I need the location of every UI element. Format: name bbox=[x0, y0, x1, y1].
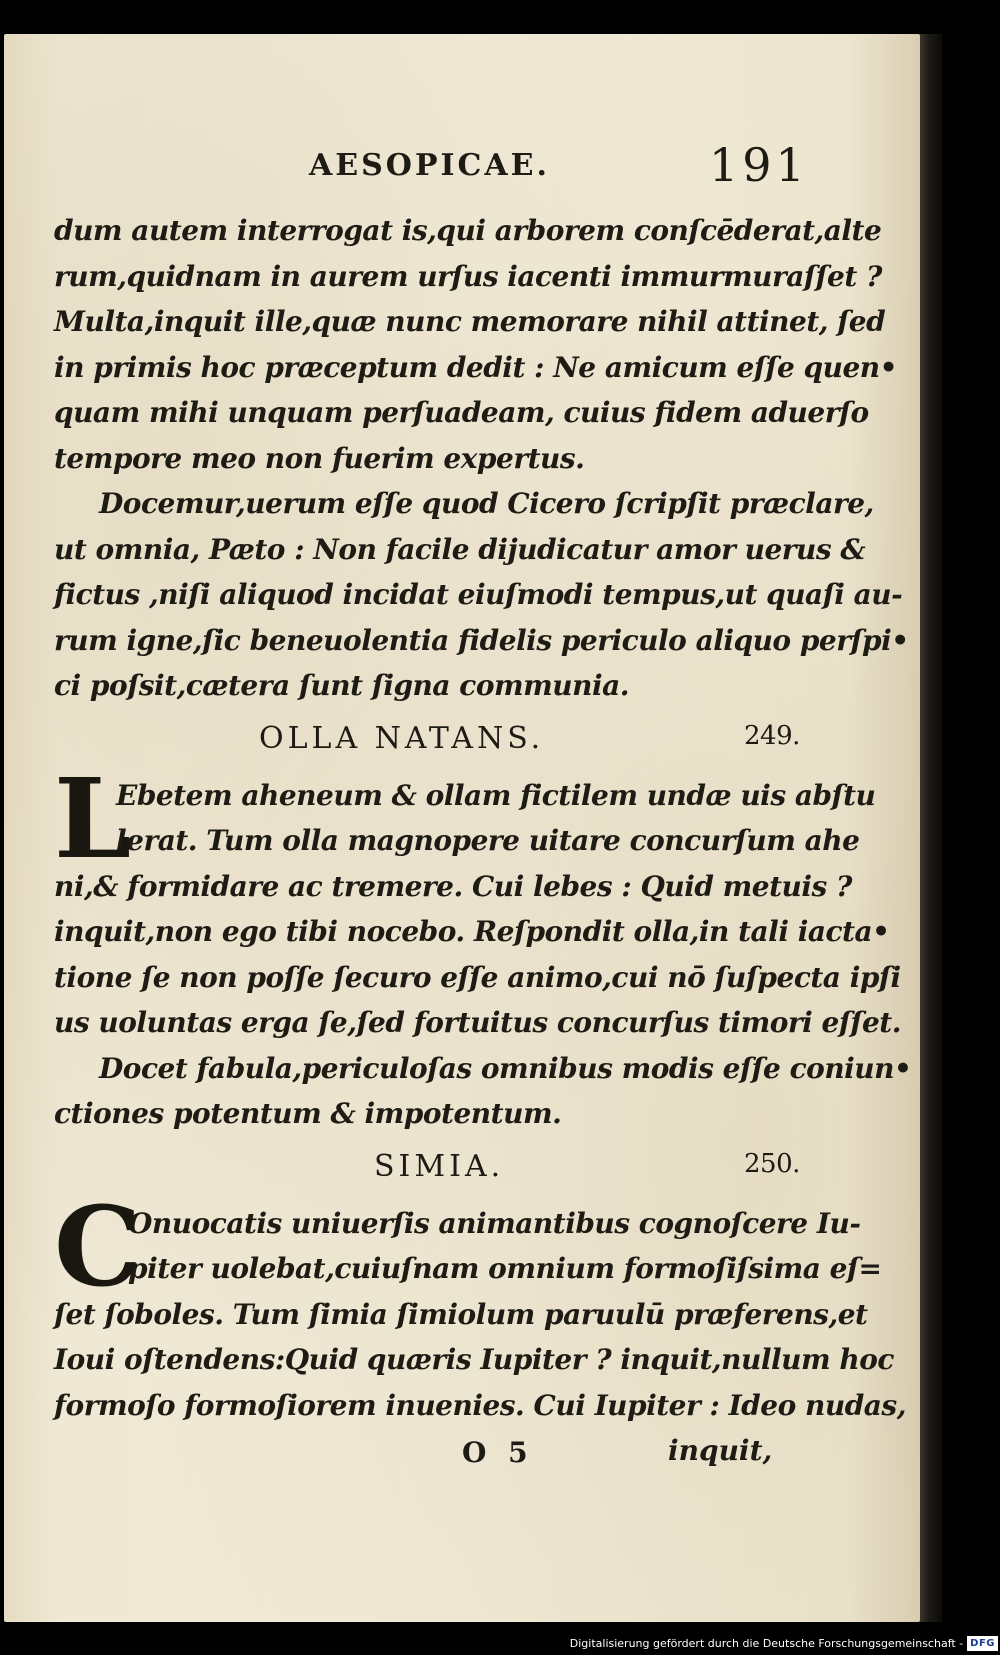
text-line: formoſo formoſiorem inuenies. Cui Iupiter : Ideo nudas, bbox=[54, 1388, 906, 1422]
text-line: Onuocatis uniuerſis animantibus cognoſcere Iu- bbox=[128, 1206, 861, 1240]
text-line: piter uolebat,cuiuſnam omnium formoſiſsima eſ= bbox=[128, 1252, 882, 1285]
fable-number: 250. bbox=[744, 1148, 800, 1179]
text-line: tempore meo non fuerim expertus. bbox=[54, 441, 585, 475]
drop-capital: C bbox=[54, 1181, 142, 1311]
text-line: ut omnia, Pæto : Non facile dijudicatur amor uerus & bbox=[54, 532, 866, 566]
text-line: in primis hoc præceptum dedit : Ne amicum eſſe quen• bbox=[54, 350, 898, 384]
digitization-credit bbox=[570, 1633, 998, 1653]
fable-number: 249. bbox=[744, 720, 800, 751]
text-line: Ebetem aheneum & ollam fictilem undæ uis abſtu bbox=[116, 778, 876, 812]
text-line: fictus ,niſi aliquod incidat eiuſmodi tempus,ut quaſi au- bbox=[54, 578, 903, 611]
fable-title: OLLA NATANS. bbox=[259, 720, 545, 756]
credit-text: Digitalisierung gefördert durch die Deutsche Forschungsgemeinschaft - bbox=[569, 1636, 964, 1650]
text-line: dum autem interrogat is,qui arborem conſcēderat,alte bbox=[54, 214, 882, 247]
running-head bbox=[54, 138, 809, 208]
fable-body bbox=[54, 1181, 906, 1429]
text-line: inquit,non ego tibi nocebo. Reſpondit olla,in tali iacta• bbox=[54, 915, 890, 948]
text-line: Docet fabula,periculoſas omnibus modis eſſe coniun• bbox=[99, 1051, 912, 1085]
text-line: ni,& formidare ac tremere. Cui lebes : Quid metuis ? bbox=[54, 869, 852, 903]
text-line: lerat. Tum olla magnopere uitare concurſum ahe bbox=[116, 824, 860, 857]
text-line: rum,quidnam in aurem urſus iacenti immurmuraſſet ? bbox=[54, 259, 882, 293]
text-line: Docemur,uerum eſſe quod Cicero ſcripſit præclare, bbox=[99, 487, 874, 520]
dfg-logo: DFG bbox=[967, 1636, 998, 1651]
text-line: ci poſsit,cætera ſunt ſigna communia. bbox=[54, 669, 630, 702]
fable-heading bbox=[54, 713, 799, 773]
signature-mark: O 5 bbox=[462, 1436, 534, 1469]
text-line: Ioui oſtendens:Quid quæris Iupiter ? inquit,nullum hoc bbox=[54, 1343, 894, 1376]
text-line: ctiones potentum & impotentum. bbox=[54, 1097, 562, 1130]
page-number: 191 bbox=[709, 138, 809, 192]
catchword: inquit, bbox=[668, 1434, 773, 1467]
text-line: tione ſe non poſſe ſecuro eſſe animo,cui nō ſuſpecta ipſi bbox=[54, 960, 901, 994]
running-title: AESOPICAE. bbox=[309, 148, 550, 183]
fable-heading bbox=[54, 1141, 799, 1201]
fable-body bbox=[54, 753, 912, 1137]
book-binding-edge bbox=[920, 34, 942, 1622]
text-line: us uoluntas erga ſe,ſed fortuitus concurſus timori eſſet. bbox=[54, 1006, 901, 1039]
drop-capital: L bbox=[54, 753, 131, 883]
page-text bbox=[54, 138, 912, 1428]
text-line: rum igne,ſic beneuolentia fidelis periculo aliquo perſpi• bbox=[54, 623, 909, 657]
text-line: quam mihi unquam perſuadeam, cuius fidem aduerſo bbox=[54, 396, 869, 429]
fable-title: SIMIA. bbox=[374, 1148, 505, 1184]
text-line: ſet ſoboles. Tum ſimia ſimiolum paruulū præferens,et bbox=[54, 1297, 868, 1331]
moral-paragraph bbox=[54, 481, 909, 709]
book-page bbox=[4, 34, 920, 1622]
text-line: Multa,inquit ille,quæ nunc memorare nihil attinet, ſed bbox=[54, 305, 886, 338]
passage-continuation bbox=[54, 208, 898, 481]
